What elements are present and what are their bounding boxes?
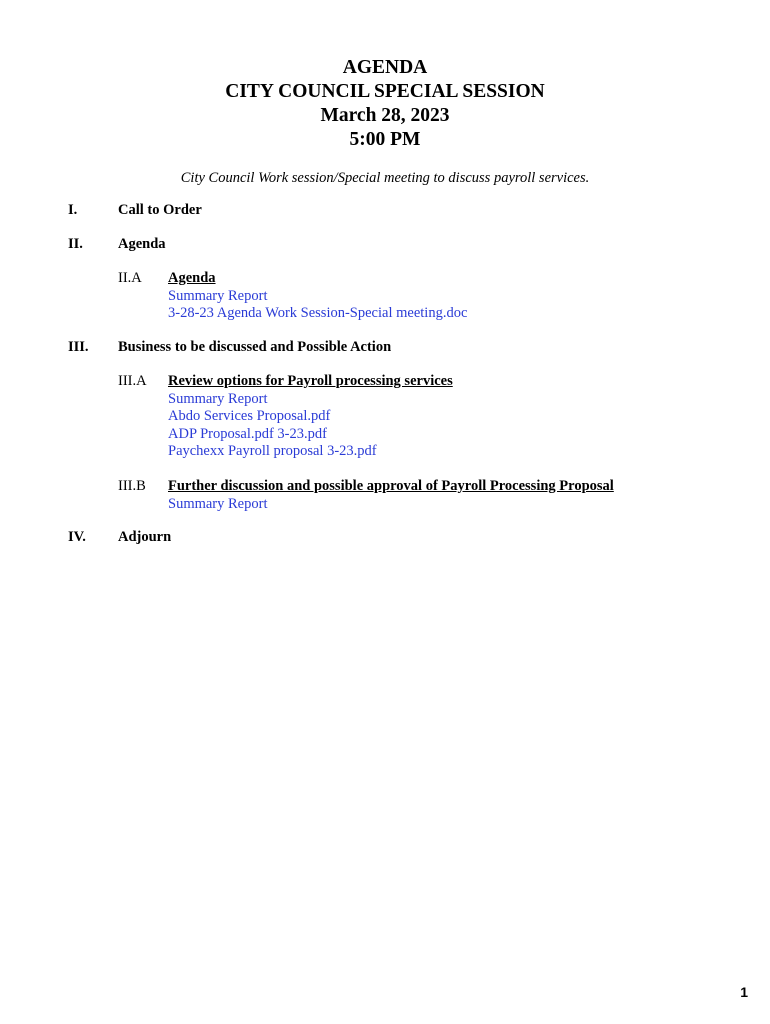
summary-report-link[interactable]: Summary Report (168, 287, 268, 304)
section-number: III. (68, 339, 89, 355)
item-title: Review options for Payroll processing services (168, 373, 453, 389)
attachment-link[interactable]: ADP Proposal.pdf 3-23.pdf (168, 425, 327, 442)
agenda-header (0, 56, 770, 152)
header-session: CITY COUNCIL SPECIAL SESSION (225, 81, 545, 102)
item-number: II.A (118, 270, 142, 286)
item-number: III.A (118, 373, 147, 389)
attachment-link[interactable]: 3-28-23 Agenda Work Session-Special meeting.doc (168, 305, 468, 321)
attachment-link[interactable]: Paychexx Payroll proposal 3-23.pdf (168, 443, 377, 459)
section-number: II. (68, 236, 83, 252)
header-title: AGENDA (342, 57, 428, 78)
section-title: Call to Order (118, 202, 202, 218)
agenda-item (168, 270, 467, 323)
header-date: March 28, 2023 (320, 105, 450, 126)
item-title: Agenda (168, 270, 216, 286)
page-number: 1 (740, 984, 748, 1000)
meeting-description: City Council Work session/Special meeting to discuss payroll services. (180, 170, 590, 186)
attachment-link[interactable]: Abdo Services Proposal.pdf (168, 408, 331, 424)
section-number: IV. (68, 529, 86, 545)
agenda-item (168, 373, 453, 461)
section-number: I. (68, 202, 78, 218)
item-number: III.B (118, 478, 146, 494)
section-title: Agenda (118, 236, 166, 252)
agenda-item (168, 478, 614, 513)
section-title: Business to be discussed and Possible Action (118, 339, 392, 355)
summary-report-link[interactable]: Summary Report (168, 390, 268, 407)
section-title: Adjourn (118, 529, 172, 545)
item-title: Further discussion and possible approval of Payroll Processing Proposal (168, 478, 614, 494)
header-time: 5:00 PM (349, 129, 421, 150)
summary-report-link[interactable]: Summary Report (168, 495, 268, 512)
